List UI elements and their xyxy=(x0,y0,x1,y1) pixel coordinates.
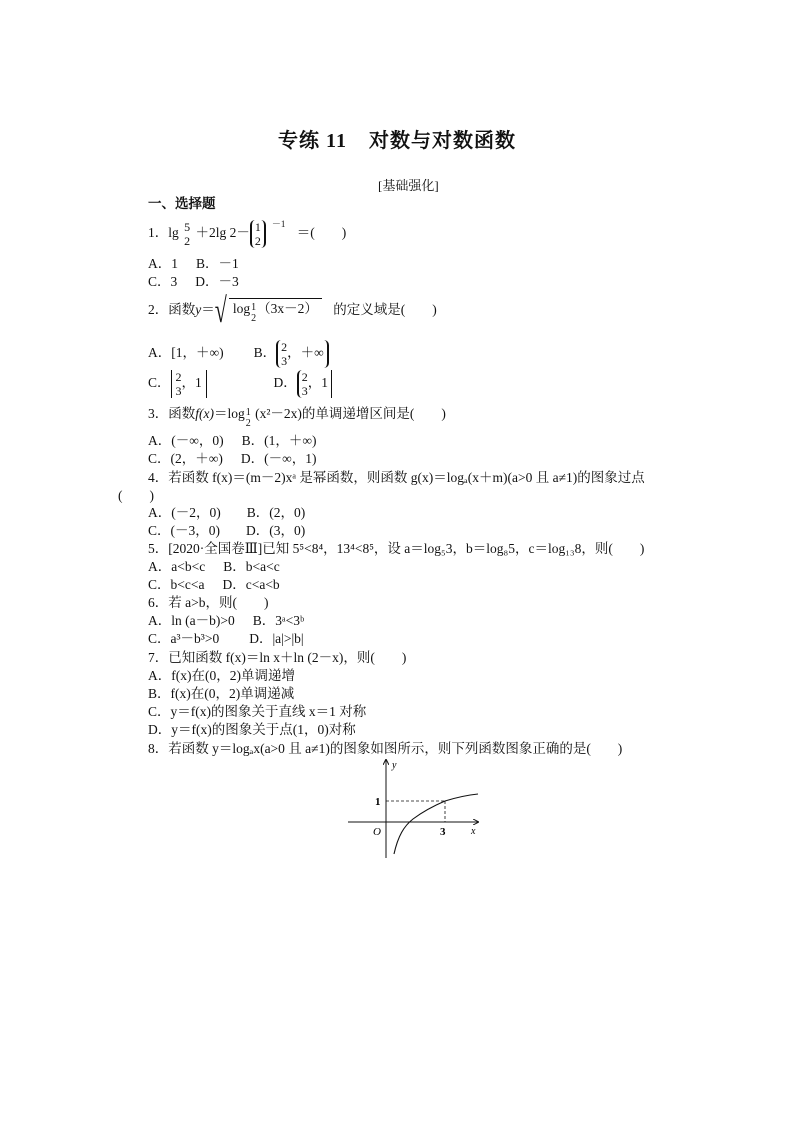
log-graph xyxy=(340,756,490,860)
q7-option-a: A．f(x)在(0，2)单调递增 xyxy=(148,668,295,683)
sqrt-icon: √ xyxy=(214,290,227,331)
subtitle: [基础强化] xyxy=(378,178,439,193)
interval-d: 2 3 ，1 xyxy=(297,370,332,398)
q1-options-row1: A．1 B．－1 xyxy=(148,256,239,271)
q2-options-row1: A．[1，＋∞) B． 2 3 ，＋∞ xyxy=(148,340,329,368)
q6-options-row2: C．a³－b³>0 D．|a|>|b| xyxy=(148,631,304,646)
tick-y-label: 1 xyxy=(375,796,381,808)
question-7: 7．已知函数 f(x)＝ln x＋ln (2－x)，则( ) xyxy=(148,650,407,665)
tick-x-label: 3 xyxy=(440,826,446,838)
y-label: y xyxy=(392,760,397,771)
title-number: 专练 11 xyxy=(278,130,347,152)
question-3: 3．函数f(x)＝log 1 2 (x²－2x)的单调递增区间是( ) xyxy=(148,406,446,429)
fraction: 5 2 xyxy=(184,220,191,248)
q3-options-row1: A．(－∞，0) B．(1，＋∞) xyxy=(148,433,317,448)
question-2: 2．函数y＝√ log 1 2 （3x－2） 的定义域是( ) xyxy=(148,290,437,331)
question-1: 1．lg 5 2 ＋2lg 2－ 1 2 $^{-1}$ ＝( ) xyxy=(148,219,347,248)
page-title xyxy=(0,124,794,153)
q5-options-row1: A．a<b<c B．b<a<c xyxy=(148,559,280,574)
x-label: x xyxy=(471,826,476,837)
question-5: 5．[2020·全国卷Ⅲ]已知 5⁵<8⁴，13⁴<8⁵，设 a＝log₅3，b＝log₈5，c＝log₁₃8，则( ) xyxy=(148,541,645,556)
q4-options-row1: A．(－2，0) B．(2，0) xyxy=(148,505,306,520)
q6-options-row1: A．ln (a－b)>0 B．3ᵃ<3ᵇ xyxy=(148,613,305,628)
q7-option-c: C．y＝f(x)的图象关于直线 x＝1 对称 xyxy=(148,704,367,719)
question-4: 4．若函数 f(x)＝(m－2)xᵃ 是幂函数，则函数 g(x)＝logₐ(x＋m)(a>0 且 a≠1)的图象过点 xyxy=(148,470,645,485)
origin-label: O xyxy=(373,826,381,838)
q5-options-row2: C．b<c<a D．c<a<b xyxy=(148,577,280,592)
q7-option-d: D．y＝f(x)的图象关于点(1，0)对称 xyxy=(148,722,356,737)
interval-c: 2 3 ，1 xyxy=(171,370,207,398)
q2-options-row2: C． 2 3 ，1 D． 2 3 ，1 xyxy=(148,370,332,398)
q7-option-b: B．f(x)在(0，2)单调递减 xyxy=(148,686,295,701)
title-text: 对数与对数函数 xyxy=(368,130,516,152)
q1-options-row2: C．3 D．－3 xyxy=(148,274,239,289)
section-heading: 一、选择题 xyxy=(148,196,216,211)
question-8: 8．若函数 y＝logₐx(a>0 且 a≠1)的图象如图所示，则下列函数图象正确的是( ) xyxy=(148,741,623,756)
q4-options-row2: C．(－3，0) D．(3，0) xyxy=(148,523,306,538)
interval-b: 2 3 ，＋∞ xyxy=(276,340,329,368)
question-6: 6．若 a>b，则( ) xyxy=(148,595,269,610)
parenthesis-fraction: 1 2 xyxy=(250,220,266,248)
log-curve xyxy=(394,794,478,854)
q3-options-row2: C．(2，＋∞) D．(－∞，1) xyxy=(148,451,317,466)
question-4-cont: ( ) xyxy=(118,488,154,503)
sqrt-content: log 1 2 （3x－2） xyxy=(229,298,322,324)
